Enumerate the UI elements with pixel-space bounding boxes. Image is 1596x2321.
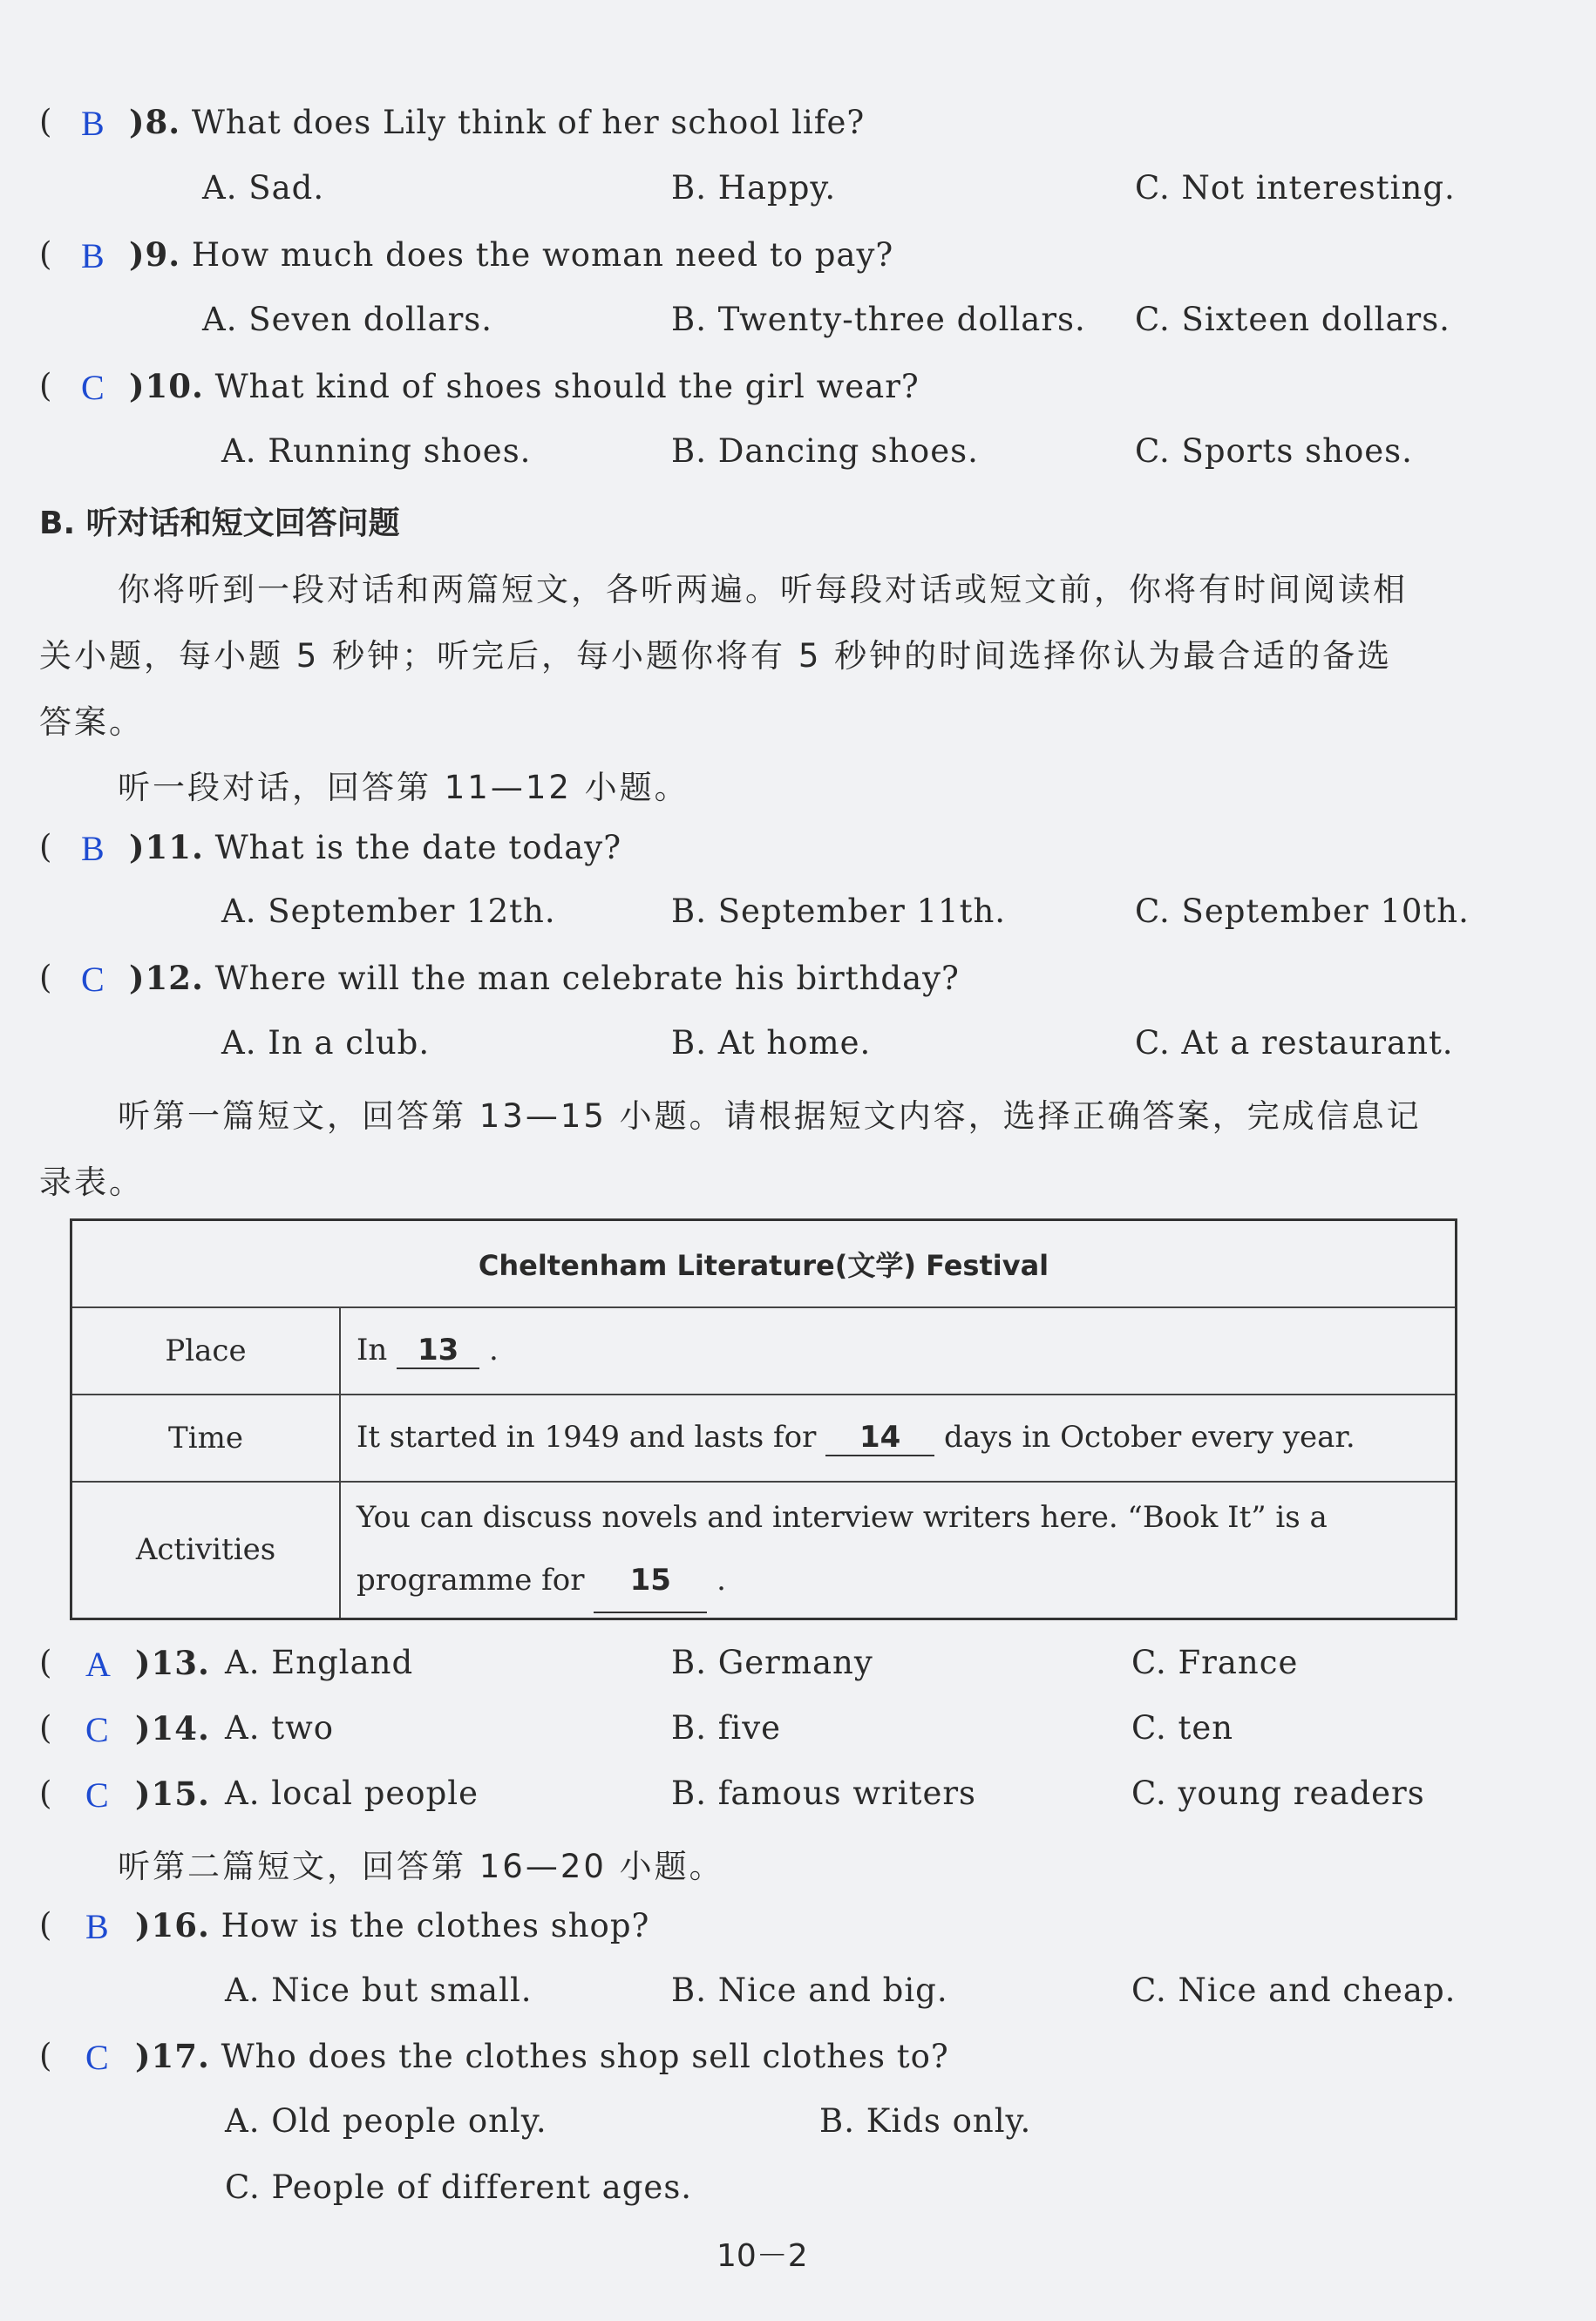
option-a: A. England [225,1644,414,1681]
option-c: C. young readers [1131,1775,1425,1812]
question-13 [135,1644,210,1682]
option-a: A. local people [225,1775,479,1812]
option-c: C. France [1131,1644,1299,1681]
question-number: )9. [129,235,181,274]
question-text: Where will the man celebrate his birthday? [214,960,960,997]
activities-end: . [717,1563,726,1598]
answer-paren: ( [39,367,52,404]
answer-paren: ( [39,1644,52,1681]
option-b: B. Germany [671,1644,873,1681]
answer-q16: B [85,1907,109,1946]
option-a: A. Old people only. [225,2102,547,2140]
question-text: Who does the clothes shop sell clothes to? [221,2038,949,2075]
dialog-note: 听一段对话，回答第 11—12 小题。 [118,769,689,806]
question-number: )11. [129,828,204,866]
place-label: Place [71,1307,341,1395]
question-number: )16. [135,1906,210,1944]
question-text: How much does the woman need to pay? [191,236,894,274]
answer-paren: ( [39,1775,52,1812]
question-8 [129,103,865,141]
option-c: C. September 10th. [1135,892,1470,930]
answer-q11: B [81,829,105,868]
question-number: )13. [135,1644,210,1682]
question-text: What does Lily think of her school life? [191,104,866,141]
option-c: C. At a restaurant. [1135,1024,1454,1062]
question-12 [129,959,960,997]
table-title: Cheltenham Literature(文学) Festival [71,1220,1457,1307]
question-17 [135,2037,949,2075]
time-text-1: It started in 1949 and lasts for [357,1419,817,1455]
answer-q17: C [85,2038,109,2077]
answer-paren: ( [39,828,52,865]
passage1-note-line-2: 录表。 [39,1164,144,1201]
option-b: B. Twenty-three dollars. [671,301,1086,338]
answer-q13: A [85,1645,111,1684]
option-b: B. At home. [671,1024,872,1062]
option-a: A. Nice but small. [225,1971,533,2009]
answer-q8: B [81,104,105,143]
option-a: A. two [225,1709,335,1747]
page-number: 10－2 [717,2238,808,2274]
answer-q15: C [85,1775,109,1815]
question-10 [129,367,920,405]
option-a: A. Running shoes. [221,432,532,470]
time-label: Time [71,1395,341,1482]
activities-cell [340,1482,1457,1619]
blank-15: 15 [594,1549,707,1613]
place-text: In [357,1332,388,1367]
answer-paren: ( [39,1709,52,1747]
intro-line-2: 关小题，每小题 5 秒钟；听完后，每小题你将有 5 秒钟的时间选择你认为最合适的备选 [39,637,1393,675]
blank-13: 13 [397,1333,479,1369]
option-c: C. Nice and cheap. [1131,1971,1457,2009]
question-number: )15. [135,1775,210,1813]
question-number: )12. [129,959,204,997]
option-c: C. ten [1131,1709,1234,1747]
option-b: B. famous writers [671,1775,977,1812]
option-b: B. Dancing shoes. [671,432,979,470]
question-number: )10. [129,367,204,405]
place-end: . [488,1332,499,1367]
question-15 [135,1775,210,1813]
passage1-note-line-1: 听第一篇短文，回答第 13—15 小题。请根据短文内容，选择正确答案，完成信息记 [118,1097,1422,1135]
option-b: B. Happy. [671,169,837,207]
question-9 [129,235,893,274]
festival-info-table [70,1218,1457,1620]
question-14 [135,1709,210,1748]
option-c: C. People of different ages. [225,2168,693,2206]
option-c: C. Not interesting. [1135,169,1456,207]
option-b: B. five [671,1709,782,1747]
option-a: A. Sad. [202,169,325,207]
option-a: A. In a club. [221,1024,431,1062]
question-number: )8. [129,103,181,141]
option-c: C. Sports shoes. [1135,432,1413,470]
question-16 [135,1906,649,1944]
option-c: C. Sixteen dollars. [1135,301,1450,338]
option-a: A. Seven dollars. [202,301,492,338]
answer-q12: C [81,960,105,999]
activities-label: Activities [71,1482,341,1619]
activities-line-2 [357,1549,1439,1613]
option-b: B. Nice and big. [671,1971,948,2009]
answer-paren: ( [39,2037,52,2074]
option-b: B. September 11th. [671,892,1007,930]
place-cell [340,1307,1457,1395]
answer-paren: ( [39,235,52,273]
passage2-note: 听第二篇短文，回答第 16—20 小题。 [118,1848,724,1885]
question-number: )17. [135,2037,210,2075]
answer-q14: C [85,1710,109,1749]
intro-line-3: 答案。 [39,703,144,741]
intro-line-1: 你将听到一段对话和两篇短文，各听两遍。听每段对话或短文前，你将有时间阅读相 [118,571,1408,608]
option-b: B. Kids only. [819,2102,1032,2140]
question-text: How is the clothes shop? [221,1907,650,1944]
answer-paren: ( [39,103,52,140]
question-number: )14. [135,1709,210,1748]
time-text-2: days in October every year. [944,1419,1355,1455]
answer-paren: ( [39,1906,52,1944]
answer-q10: C [81,368,105,407]
option-a: A. September 12th. [221,892,556,930]
section-b-heading: B. 听对话和短文回答问题 [39,506,400,541]
activities-text-1: You can discuss novels and interview writers here. “Book It” is a [357,1500,1328,1536]
blank-14: 14 [825,1420,934,1456]
question-text: What kind of shoes should the girl wear? [214,368,920,405]
time-cell [340,1395,1457,1482]
activities-text-2: programme for [357,1563,585,1598]
question-11 [129,828,621,866]
answer-q9: B [81,236,105,275]
answer-paren: ( [39,959,52,996]
question-text: What is the date today? [214,829,622,866]
